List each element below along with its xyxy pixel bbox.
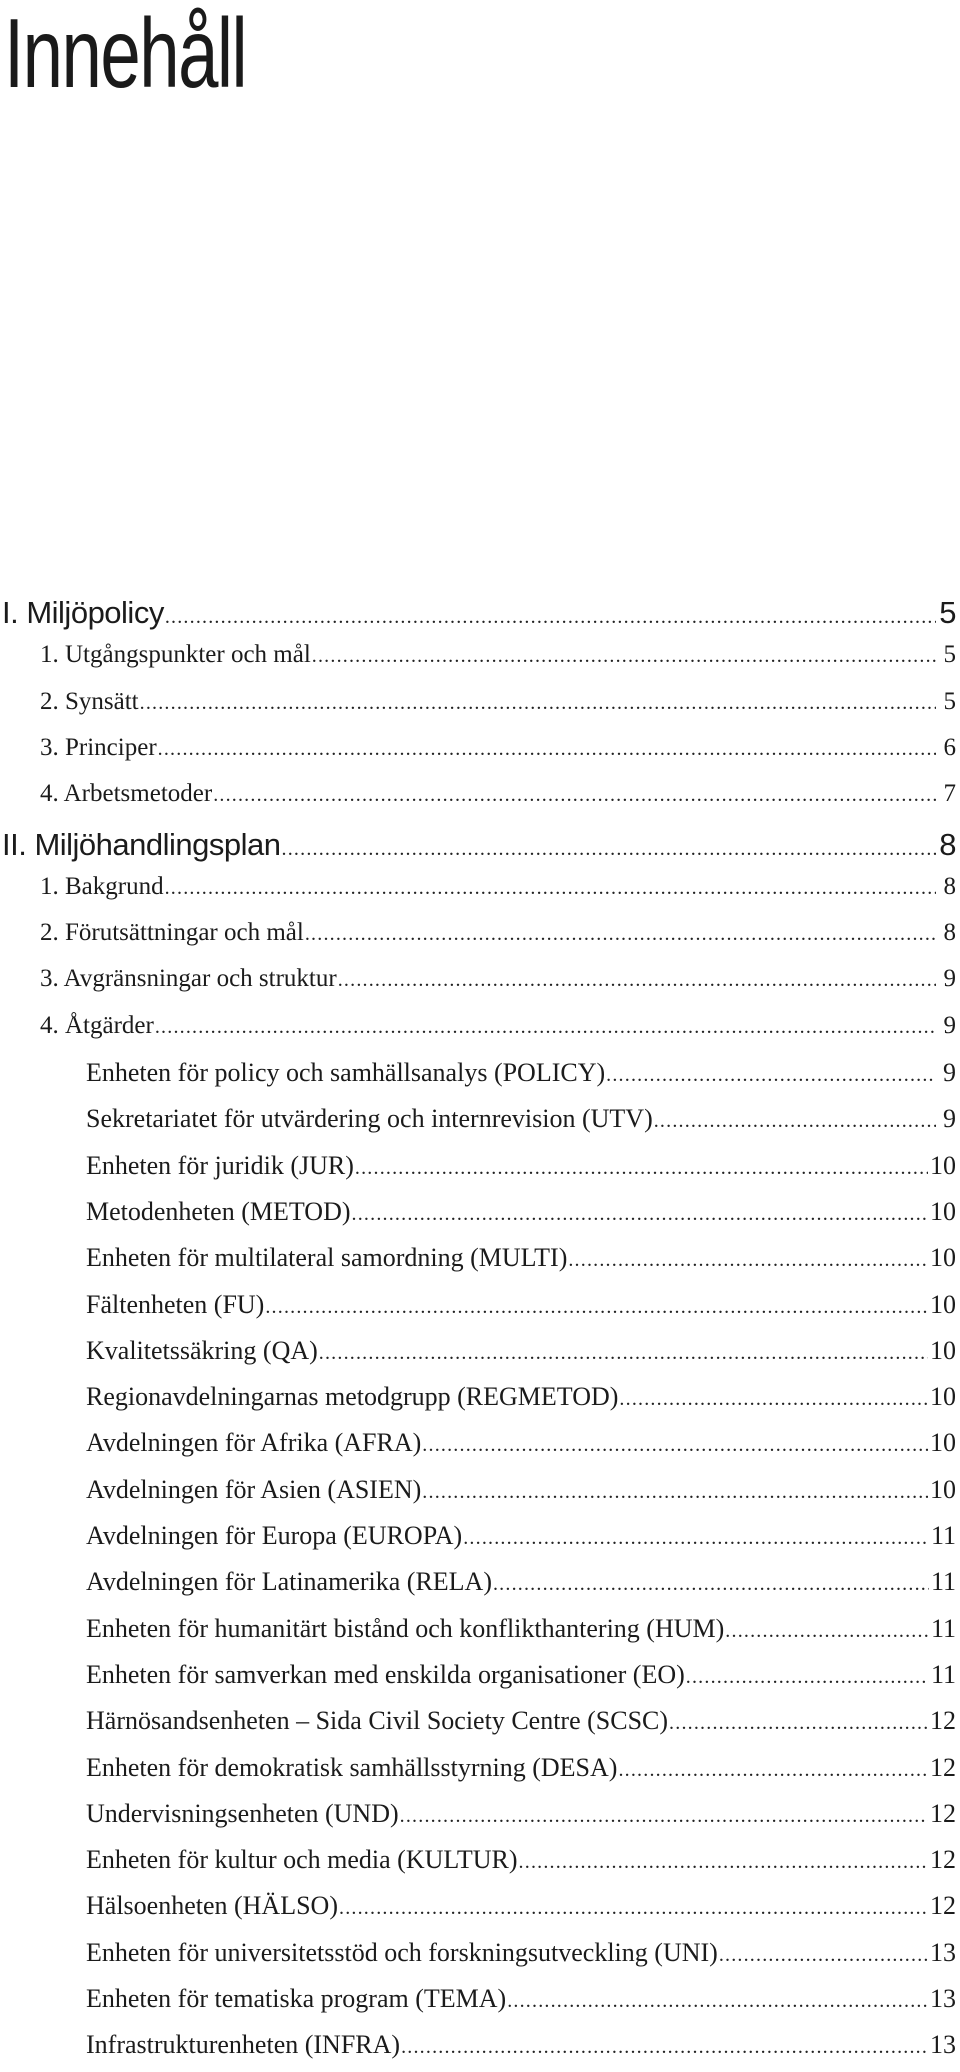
dot-leader [265,1296,928,1319]
toc-entry[interactable] [86,1614,956,1644]
dot-leader [719,1944,928,1967]
page-title: Innehåll [4,0,247,108]
toc-entry[interactable] [86,1428,956,1458]
dot-leader [507,1990,928,2013]
toc-entry-page-number: 6 [943,733,956,761]
toc-entry-title: Avdelningen för Latinamerika (RELA) [86,1567,492,1597]
toc-entry-title: Enheten för kultur och media (KULTUR) [86,1845,518,1875]
toc-entry-title: Sekretariatet för utvärdering och internrevision (UTV) [86,1104,653,1134]
toc-entry-title: II. Miljöhandlingsplan [2,826,281,862]
dot-leader [400,1805,928,1828]
toc-entry[interactable] [40,641,956,669]
toc-entry[interactable] [86,1197,956,1227]
toc-entry-title: Avdelningen för Europa (EUROPA) [86,1521,463,1550]
toc-entry[interactable] [86,1753,956,1783]
toc-entry[interactable] [40,734,956,762]
toc-entry[interactable] [40,688,956,716]
toc-entry-title: 3. Principer [40,733,157,761]
toc-entry-page-number: 10 [930,1289,956,1319]
toc-entry[interactable] [86,1521,956,1551]
toc-entry-page-number: 11 [930,1521,956,1550]
dot-leader [519,1851,928,1874]
toc-entry-title: Metodenheten (METOD) [86,1196,351,1226]
toc-entry-page-number: 10 [930,1243,956,1273]
dot-leader [282,838,936,861]
toc-entry-title: Enheten för samverkan med enskilda organisationer (EO) [86,1659,685,1689]
toc-entry-page-number: 5 [943,687,956,715]
toc-entry-page-number: 12 [930,1752,956,1782]
toc-entry[interactable] [86,2030,956,2060]
toc-entry[interactable] [86,1336,956,1366]
toc-entry-page-number: 13 [930,1984,956,2013]
dot-leader [619,1388,928,1411]
dot-leader [165,606,936,629]
toc-entry-page-number: 9 [943,965,956,993]
toc-entry-title: 1. Bakgrund [40,872,164,900]
dot-leader [338,969,936,992]
toc-entry[interactable] [86,1382,956,1412]
toc-entry[interactable] [86,1660,956,1690]
dot-leader [669,1712,928,1735]
toc-entry-page-number: 8 [943,872,956,900]
toc-entry[interactable] [86,1475,956,1505]
toc-entry-page-number: 12 [930,1845,956,1875]
toc-entry-page-number: 12 [930,1706,956,1736]
toc-entry[interactable] [40,965,956,993]
dot-leader [319,1342,928,1365]
toc-entry-page-number: 10 [930,1474,956,1504]
toc-entry[interactable] [2,827,956,863]
dot-leader [213,784,936,807]
toc-entry-title: 4. Arbetsmetoder [40,780,213,808]
toc-entry[interactable] [86,1058,956,1088]
toc-entry-page-number: 5 [939,595,956,630]
toc-entry-title: 1. Utgångspunkter och mål [40,641,311,669]
toc-entry-title: Avdelningen för Afrika (AFRA) [86,1428,422,1458]
toc-entry-title: Kvalitetssäkring (QA) [86,1335,318,1365]
toc-entry-page-number: 10 [930,1428,956,1458]
toc-entry[interactable] [86,1706,956,1736]
toc-entry[interactable] [2,595,956,631]
toc-entry[interactable] [40,1012,956,1040]
toc-entry-page-number: 13 [930,2030,956,2060]
dot-leader [155,1016,936,1039]
toc-entry[interactable] [40,919,956,947]
dot-leader [305,923,936,946]
dot-leader [725,1620,929,1643]
toc-entry-page-number: 8 [943,919,956,947]
toc-entry-title: I. Miljöpolicy [2,595,164,630]
toc-entry[interactable] [86,1290,956,1320]
dot-leader [312,645,936,668]
toc-entry-page-number: 9 [943,1058,956,1087]
toc-entry-page-number: 11 [930,1567,956,1597]
toc-entry-page-number: 10 [930,1335,956,1365]
toc-entry-title: Enheten för multilateral samordning (MULTI) [86,1243,568,1273]
toc-entry[interactable] [86,1891,956,1921]
toc-entry-page-number: 5 [943,641,956,669]
toc-entry[interactable] [86,1845,956,1875]
dot-leader [463,1527,929,1550]
toc-entry-title: Enheten för humanitärt bistånd och konflikthantering (HUM) [86,1613,725,1643]
dot-leader [568,1249,928,1272]
toc-entry[interactable] [40,873,956,901]
toc-entry-title: Enheten för universitetsstöd och forskningsutveckling (UNI) [86,1937,718,1967]
toc-entry-title: Avdelningen för Asien (ASIEN) [86,1474,422,1504]
toc-entry-title: Hälsoenheten (HÄLSO) [86,1891,338,1921]
toc-entry-title: Regionavdelningarnas metodgrupp (REGMETOD) [86,1382,619,1412]
toc-entry[interactable] [86,1984,956,2014]
toc-entry-title: 2. Synsätt [40,687,139,715]
toc-entry[interactable] [86,1151,956,1181]
toc-entry-title: Infrastrukturenheten (INFRA) [86,2030,401,2060]
dot-leader [654,1110,936,1133]
toc-entry[interactable] [86,1104,956,1134]
toc-entry-title: Enheten för tematiska program (TEMA) [86,1984,507,2013]
toc-entry-page-number: 10 [930,1150,956,1180]
toc-entry-page-number: 11 [930,1659,956,1689]
toc-entry-title: Enheten för demokratisk samhällsstyrning (DESA) [86,1752,618,1782]
toc-entry-title: 2. Förutsättningar och mål [40,919,304,947]
toc-entry-page-number: 11 [930,1613,956,1643]
dot-leader [686,1666,929,1689]
dot-leader [422,1434,928,1457]
toc-entry[interactable] [40,780,956,808]
dot-leader [618,1759,928,1782]
toc-entry-title: Enheten för policy och samhällsanalys (POLICY) [86,1058,606,1087]
dot-leader [165,877,936,900]
toc-entry[interactable] [86,1567,956,1597]
dot-leader [493,1573,929,1596]
dot-leader [422,1481,928,1504]
toc-entry-page-number: 12 [930,1891,956,1921]
toc-entry-title: 3. Avgränsningar och struktur [40,965,337,993]
toc-entry-page-number: 9 [943,1104,956,1134]
dot-leader [401,2036,928,2059]
toc-entry-title: Fältenheten (FU) [86,1289,265,1319]
toc-entry-title: 4. Åtgärder [40,1011,154,1039]
toc-entry-page-number: 9 [943,1011,956,1039]
dot-leader [158,738,936,761]
toc-entry-page-number: 12 [930,1798,956,1828]
toc-entry[interactable] [86,1799,956,1829]
toc-entry[interactable] [86,1938,956,1968]
dot-leader [339,1897,928,1920]
toc-entry-title: Enheten för juridik (JUR) [86,1150,354,1180]
toc-entry-page-number: 10 [930,1196,956,1226]
toc-entry-title: Undervisningsenheten (UND) [86,1798,399,1828]
dot-leader [606,1064,936,1087]
dot-leader [352,1203,928,1226]
toc-entry-page-number: 13 [930,1937,956,1967]
toc-entry-title: Härnösandsenheten – Sida Civil Society Centre (SCSC) [86,1706,669,1736]
toc-entry-page-number: 7 [943,780,956,808]
toc-entry-page-number: 8 [939,826,956,862]
dot-leader [355,1157,928,1180]
dot-leader [140,692,936,715]
toc-entry[interactable] [86,1243,956,1273]
toc-entry-page-number: 10 [930,1382,956,1412]
